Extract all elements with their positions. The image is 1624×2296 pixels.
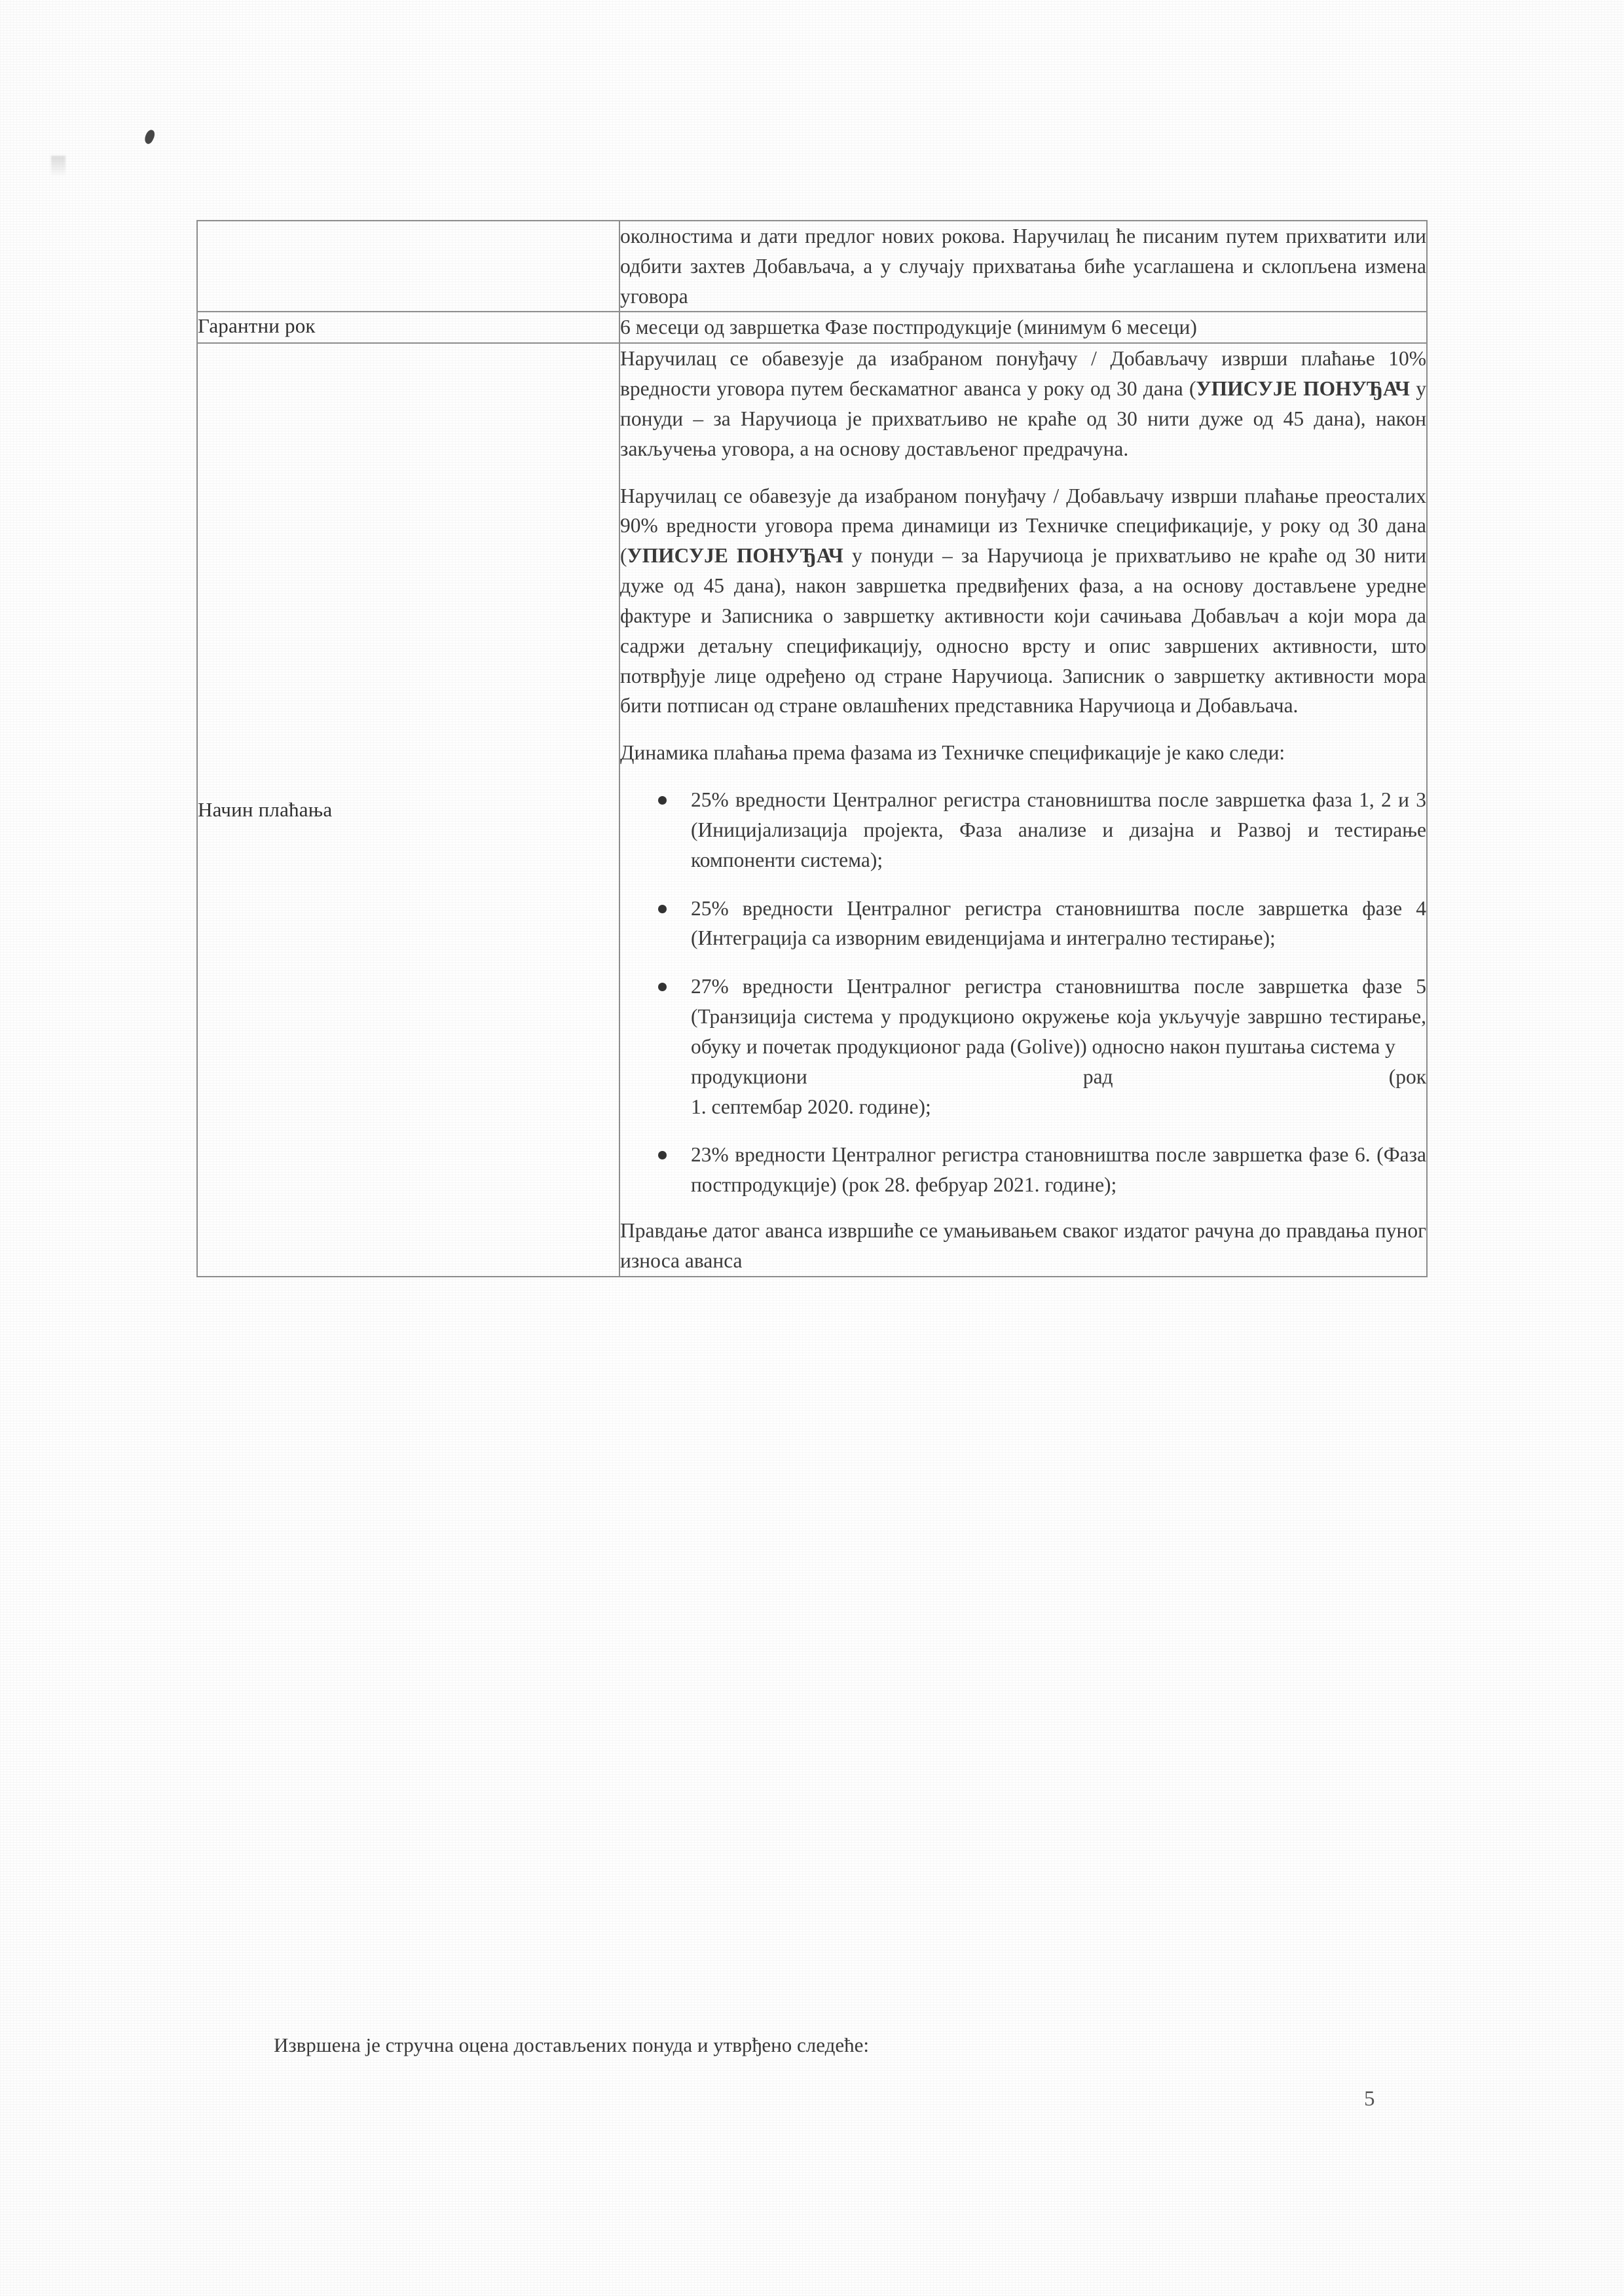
row-label-continuation xyxy=(197,221,619,312)
remaining-bidder-fills-in: УПИСУЈЕ ПОНУЂАЧ xyxy=(627,544,843,568)
list-item xyxy=(620,785,1426,875)
payment-remaining-paragraph xyxy=(620,481,1426,721)
payment-dynamics-intro: Динамика плаћања према фазама из Техничке спецификације је како следи: xyxy=(620,741,1285,765)
paragraph: околностима и дати предлог нових рокова. Наручилац ће писаним путем прихватити или одбити захтев Добављача, а у случају прихватања биће усаглашена и склопљена измена уговора xyxy=(620,225,1426,308)
page-number: 5 xyxy=(1364,2087,1375,2111)
row-label-text: Гарантни рок xyxy=(198,314,316,338)
bullet-icon xyxy=(658,1151,667,1159)
payment-advance-paragraph xyxy=(620,344,1426,464)
list-item-deadline-date: 1. септембар 2020. године); xyxy=(691,1095,931,1118)
justified-word-mid: рад xyxy=(1082,1065,1113,1088)
advance-bidder-fills-in: УПИСУЈЕ ПОНУЂАЧ xyxy=(1196,377,1410,401)
bullet-icon xyxy=(658,796,667,805)
list-item-text: 27% вредности Централног регистра становништва после завршетка фазе 5 (Транзиција система у продукционо окружење која укључује завршно тестирање, обуку и почетак продукционог рада (Golive)) односно након пуштања система у xyxy=(691,975,1426,1058)
list-item xyxy=(620,972,1426,1121)
bullet-icon xyxy=(658,983,667,991)
remaining-text-part-1: Наручилац се обавезује да изабраном понуђачу / Добављачу изврши плаћање преосталих 90% вредности уговора према динамици из Техничке спецификације, у року од 30 дана ( xyxy=(620,484,1426,568)
advance-text-part-1: Наручилац се обавезује да изабраном понуђачу / Добављачу изврши плаћање 10% вредности уговора путем бескаматног аванса у року од 30 дана ( xyxy=(620,347,1426,401)
justified-word-left: продукциони xyxy=(691,1065,807,1088)
row-label-warranty-period xyxy=(197,312,619,343)
table-row xyxy=(197,221,1427,312)
payment-phase-list xyxy=(620,785,1426,1200)
scan-smudge-artifact xyxy=(51,156,65,175)
contract-terms-table xyxy=(196,220,1428,1277)
list-item-text: 25% вредности Централног регистра становништва после завршетка фаза 1, 2 и 3 (Иницијализација пројекта, Фаза анализе и дизајна и Развој и тестирање компоненти система); xyxy=(691,788,1426,871)
expert-evaluation-note: Извршена је стручна оцена достављених понуда и утврђено следеће: xyxy=(274,2033,869,2056)
list-item-text: 23% вредности Централног регистра становништва после завршетка фазе 6. (Фаза постпродукције) (рок 28. фебруар 2021. године); xyxy=(691,1143,1426,1197)
table-row xyxy=(197,312,1427,343)
remaining-text-part-2: у понуди – за Наручиоца је прихватљиво не краће од 30 нити дуже од 45 дана), након завршетка предвиђених фаза, а на основу достављене уредне фактуре и Записника о завршетку активности који сачињава Добављач а који мора да садржи детаљну спецификацију, односно врсту и опис завршених активности, што потврђује лице одређено од стране Наручиоца. Записник о завршетку активности мора бити потписан од стране овлашћених представника Наручиоца и Добављача. xyxy=(620,544,1427,718)
row-value-continuation xyxy=(619,221,1427,312)
row-value-warranty-period xyxy=(619,312,1427,343)
ink-speck-artifact xyxy=(143,128,157,145)
table-row xyxy=(197,343,1427,1276)
list-item-justified-line xyxy=(691,1062,1426,1092)
row-label-payment-method xyxy=(197,343,619,1276)
list-item xyxy=(620,1140,1426,1200)
list-item xyxy=(620,894,1426,954)
advance-justification-paragraph: Правдање датог аванса извршиће се умањивањем сваког издатог рачуна до правдања пуног износа аванса xyxy=(620,1219,1426,1272)
row-value-payment-method xyxy=(619,343,1427,1276)
list-item-text: 25% вредности Централног регистра становништва после завршетка фазе 4 (Интеграција са изворним евиденцијама и интегрално тестирање); xyxy=(691,896,1426,950)
justified-word-right: (рок xyxy=(1388,1065,1426,1088)
row-label-text: Начин плаћања xyxy=(198,798,333,822)
paragraph: 6 месеци од завршетка Фазе постпродукције (минимум 6 месеци) xyxy=(620,316,1197,339)
bullet-icon xyxy=(658,905,667,913)
advance-text-part-2: у понуди – за Наручиоца је прихватљиво не краће од 30 нити дуже од 45 дана), након закључења уговора, а на основу достављеног предрачуна. xyxy=(620,377,1427,460)
